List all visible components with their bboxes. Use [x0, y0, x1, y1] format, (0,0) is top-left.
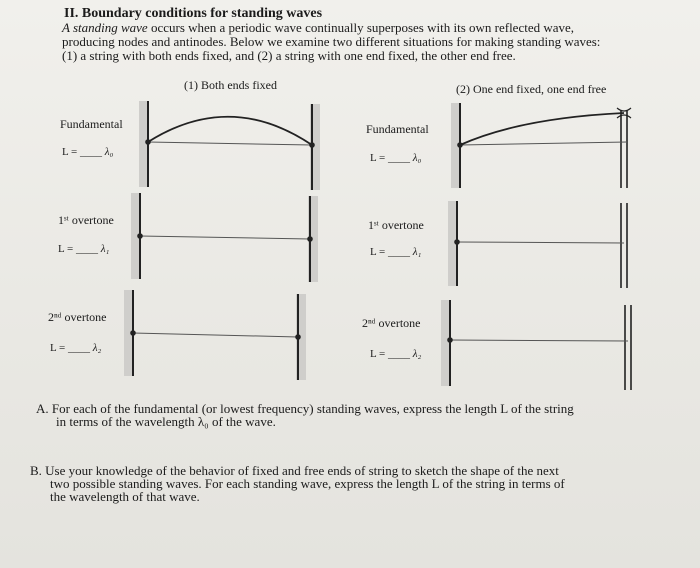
section-title: II. Boundary conditions for standing waves — [64, 6, 323, 21]
left-overtone2-diagram — [124, 290, 306, 380]
right-fundamental-equation: L = ____ λ₀ — [370, 152, 422, 164]
right-overtone1-equation: L = ____ λ₁ — [370, 246, 422, 258]
left-fundamental-equation: L = ____ λ₀ — [62, 146, 114, 158]
right-column-heading: (2) One end fixed, one end free — [456, 82, 607, 96]
left-fundamental-diagram — [139, 101, 320, 190]
right-overtone1-diagram — [448, 201, 627, 288]
right-overtone1-label: 1ˢᵗ overtone — [368, 218, 424, 232]
right-fundamental-diagram — [451, 103, 631, 188]
left-fundamental-label: Fundamental — [60, 117, 123, 131]
right-overtone2-label: 2ⁿᵈ overtone — [362, 316, 421, 330]
right-overtone2-equation: L = ____ λ₂ — [370, 348, 422, 360]
left-overtone2-equation: L = ____ λ₂ — [50, 342, 102, 354]
question-b-line-2: two possible standing waves. For each standing wave, express the length L of the string in terms of — [50, 476, 565, 491]
left-overtone1-equation: L = ____ λ₁ — [58, 243, 110, 255]
intro-line-3: (1) a string with both ends fixed, and (2) a string with one end fixed, the other end free. — [62, 48, 516, 63]
left-overtone1-diagram — [131, 193, 318, 282]
question-b — [30, 464, 565, 503]
intro-line-2: producing nodes and antinodes. Below we examine two different situations for making standing waves: — [62, 34, 601, 49]
left-overtone2-label: 2ⁿᵈ overtone — [48, 310, 107, 324]
question-b-line-3: the wavelength of that wave. — [50, 489, 200, 504]
left-column-heading: (1) Both ends fixed — [184, 78, 277, 92]
right-overtone2-diagram — [441, 300, 631, 390]
right-fundamental-label: Fundamental — [366, 122, 429, 136]
intro-line-1: A standing wave occurs when a periodic wave continually superposes with its own reflected wave, — [62, 20, 575, 35]
left-overtone1-label: 1ˢᵗ overtone — [58, 213, 114, 227]
question-b-line-1: B. Use your knowledge of the behavior of fixed and free ends of string to sketch the shape of the next — [30, 463, 559, 478]
question-a-line-2: in terms of the wavelength λ₀ of the wave. — [56, 414, 276, 429]
question-a — [36, 402, 574, 428]
question-a-line-1: A. For each of the fundamental (or lowest frequency) standing waves, express the length L of the string — [36, 401, 574, 416]
